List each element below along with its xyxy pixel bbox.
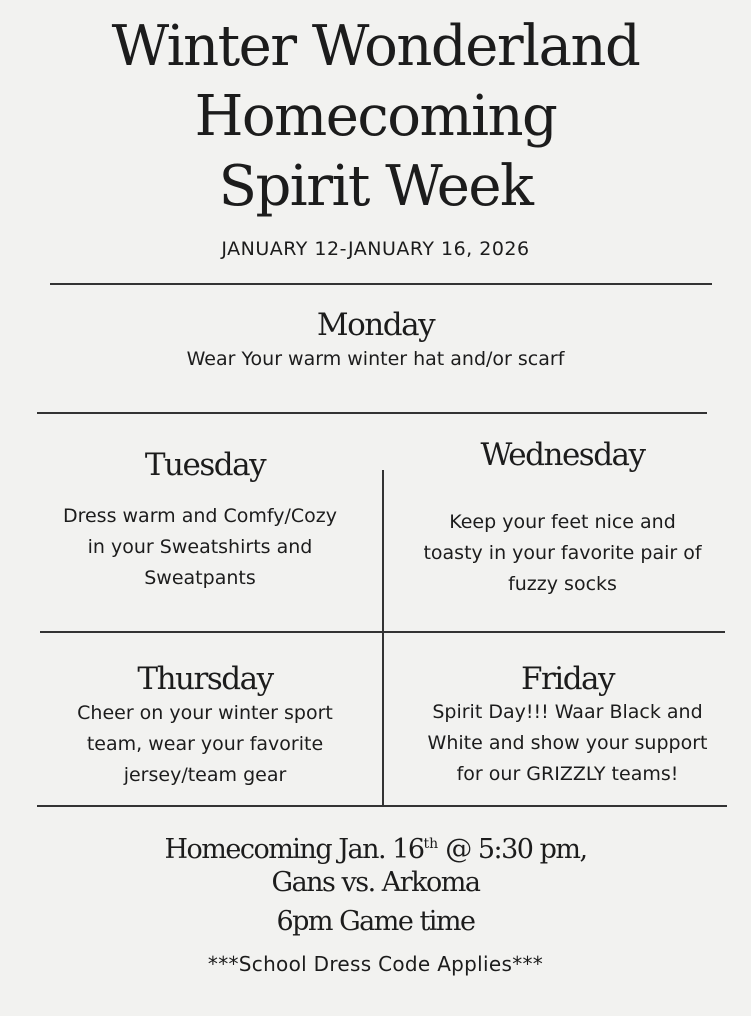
friday-desc-line: White and show your support (427, 732, 708, 754)
friday-desc-line: Spirit Day!!! Waar Black and (432, 701, 703, 723)
homecoming-time (0, 825, 751, 869)
wednesday-desc-line: Keep your feet nice and (449, 511, 676, 533)
tuesday-heading: Tuesday (144, 447, 266, 483)
divider-monday (37, 412, 707, 414)
thursday-description (20, 698, 390, 791)
divider-top (50, 283, 712, 285)
monday-heading: Monday (316, 307, 435, 343)
homecoming-start-time: @ 5:30 pm, (438, 834, 587, 865)
monday-description: Wear Your warm winter hat and/or scarf (186, 348, 565, 370)
game-matchup: Gans vs. Arkoma (271, 867, 480, 898)
title-line-3: Spirit Week (218, 154, 533, 219)
friday-description (385, 697, 750, 790)
thursday-desc-line: Cheer on your winter sport (77, 702, 333, 724)
homecoming-date: Homecoming Jan. 16 (164, 834, 424, 865)
friday-heading: Friday (520, 661, 615, 697)
wednesday-heading: Wednesday (480, 437, 645, 473)
tuesday-desc-line: in your Sweatshirts and (87, 536, 313, 558)
thursday-desc-line: jersey/team gear (123, 764, 287, 786)
tuesday-desc-line: Dress warm and Comfy/Cozy (62, 505, 338, 527)
thursday-heading: Thursday (137, 661, 273, 697)
thursday-desc-line: team, wear your favorite (86, 733, 324, 755)
event-dates: JANUARY 12-JANUARY 16, 2026 (221, 238, 530, 260)
friday-desc-line: for our GRIZZLY teams! (456, 763, 679, 785)
wednesday-desc-line: fuzzy socks (508, 573, 617, 595)
date-ordinal-suffix: th (423, 836, 439, 852)
wednesday-description (385, 507, 740, 600)
tuesday-description (20, 501, 380, 594)
title-line-2: Homecoming (194, 84, 557, 149)
game-time: 6pm Game time (276, 906, 475, 937)
wednesday-desc-line: toasty in your favorite pair of (423, 542, 702, 564)
title-line-1: Winter Wonderland (111, 14, 640, 79)
dress-code-note: ***School Dress Code Applies*** (207, 952, 544, 976)
tuesday-desc-line: Sweatpants (144, 567, 256, 589)
